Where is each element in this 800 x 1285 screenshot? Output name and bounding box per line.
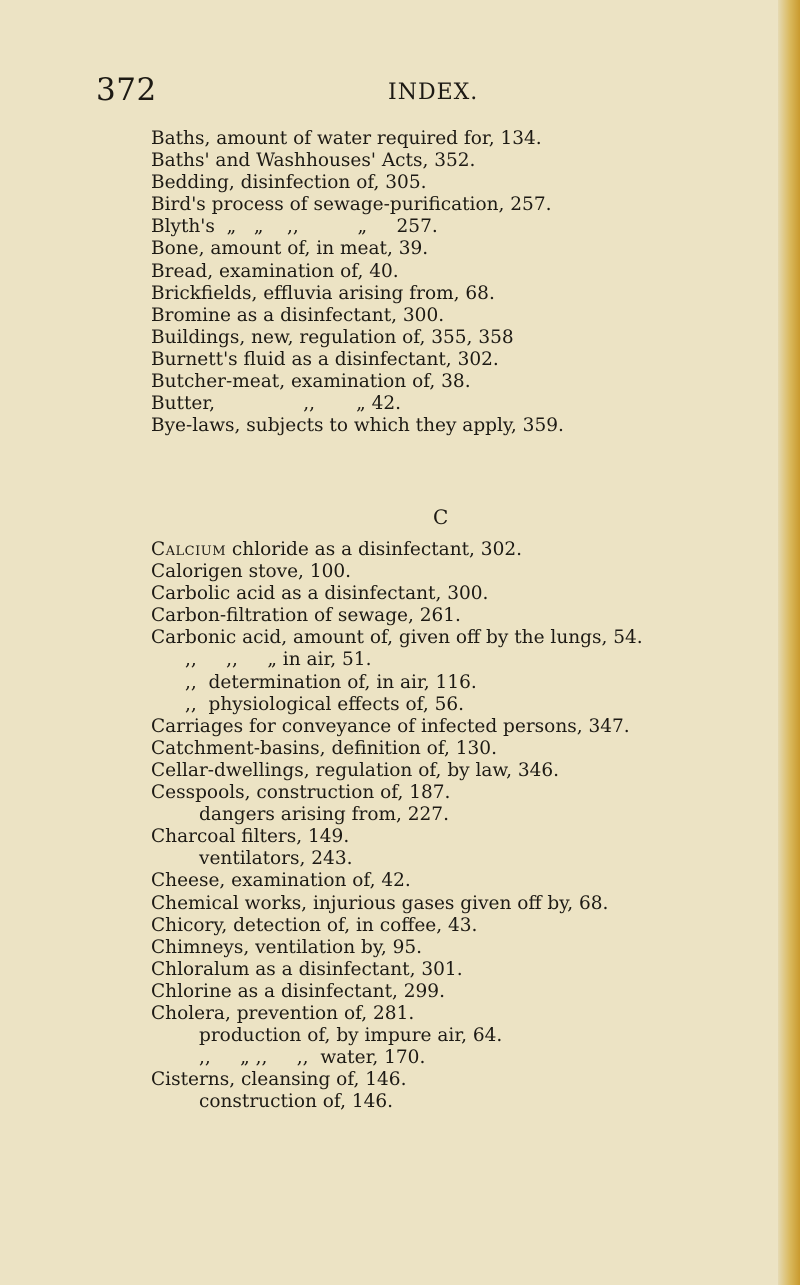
index-entry: Chimneys, ventilation by, 95. xyxy=(151,936,423,958)
entry-rest: chloride as a disinfectant, 302. xyxy=(226,539,522,560)
index-entry: Carbolic acid as a disinfectant, 300. xyxy=(151,583,489,605)
index-entry: Carriages for conveyance of infected persons, 347. xyxy=(151,715,630,737)
index-entry: Bird's process of sewage-purification, 257. xyxy=(151,194,552,216)
index-subentry: ,, „ ,, ,, water, 170. xyxy=(199,1047,426,1069)
index-entry: Cisterns, cleansing of, 146. xyxy=(151,1069,407,1091)
entry-small-caps: Calcium xyxy=(151,539,227,560)
index-subentry: ,, physiological effects of, 56. xyxy=(185,693,464,715)
index-entry: Chicory, detection of, in coffee, 43. xyxy=(151,914,478,936)
index-entry: Brickfields, effluvia arising from, 68. xyxy=(151,282,495,304)
index-entry: Cholera, prevention of, 281. xyxy=(151,1002,415,1024)
index-subentry: ,, ,, „ in air, 51. xyxy=(185,649,372,671)
index-subentry: production of, by impure air, 64. xyxy=(199,1025,503,1047)
index-entry: Chlorine as a disinfectant, 299. xyxy=(151,980,445,1002)
section-letter-c: C xyxy=(433,505,449,529)
index-subentry: ventilators, 243. xyxy=(199,848,353,870)
index-entry: Buildings, new, regulation of, 355, 358 xyxy=(151,326,514,348)
page-edge-shading xyxy=(778,0,800,1285)
index-entry: Bread, examination of, 40. xyxy=(151,260,399,282)
index-entry: Chemical works, injurious gases given off by, 68. xyxy=(151,892,609,914)
index-entry xyxy=(151,539,761,561)
running-head: INDEX. xyxy=(388,80,479,105)
index-entry: Butcher-meat, examination of, 38. xyxy=(151,371,471,393)
index-subentry: dangers arising from, 227. xyxy=(199,804,449,826)
index-entry: Baths' and Washhouses' Acts, 352. xyxy=(151,150,476,172)
index-entry: Bye-laws, subjects to which they apply, 359. xyxy=(151,415,564,437)
index-entry: Burnett's fluid as a disinfectant, 302. xyxy=(151,348,499,370)
index-entry: Bromine as a disinfectant, 300. xyxy=(151,304,445,326)
index-section-c xyxy=(151,539,761,1113)
index-entry: Baths, amount of water required for, 134. xyxy=(151,128,542,149)
page-number: 372 xyxy=(96,72,157,108)
index-entry: Cellar-dwellings, regulation of, by law, 346. xyxy=(151,759,560,781)
index-subentry: construction of, 146. xyxy=(199,1091,394,1113)
index-entry: Carbon-filtration of sewage, 261. xyxy=(151,605,461,627)
index-subentry: ,, determination of, in air, 116. xyxy=(185,671,477,693)
index-entry: Cesspools, construction of, 187. xyxy=(151,782,451,804)
index-entry: Blyth's „ „ ,, „ 257. xyxy=(151,216,438,238)
index-entry: Charcoal filters, 149. xyxy=(151,826,350,848)
index-entry: Bedding, disinfection of, 305. xyxy=(151,172,427,194)
index-entry: Bone, amount of, in meat, 39. xyxy=(151,238,429,260)
index-entry: Butter, ,, „ 42. xyxy=(151,393,402,415)
index-entry: Catchment-basins, definition of, 130. xyxy=(151,737,497,759)
index-entry: Cheese, examination of, 42. xyxy=(151,870,411,892)
index-entry: Carbonic acid, amount of, given off by the lungs, 54. xyxy=(151,627,643,649)
index-entry: Chloralum as a disinfectant, 301. xyxy=(151,958,463,980)
index-section-b xyxy=(151,128,761,437)
index-entry: Calorigen stove, 100. xyxy=(151,561,352,583)
